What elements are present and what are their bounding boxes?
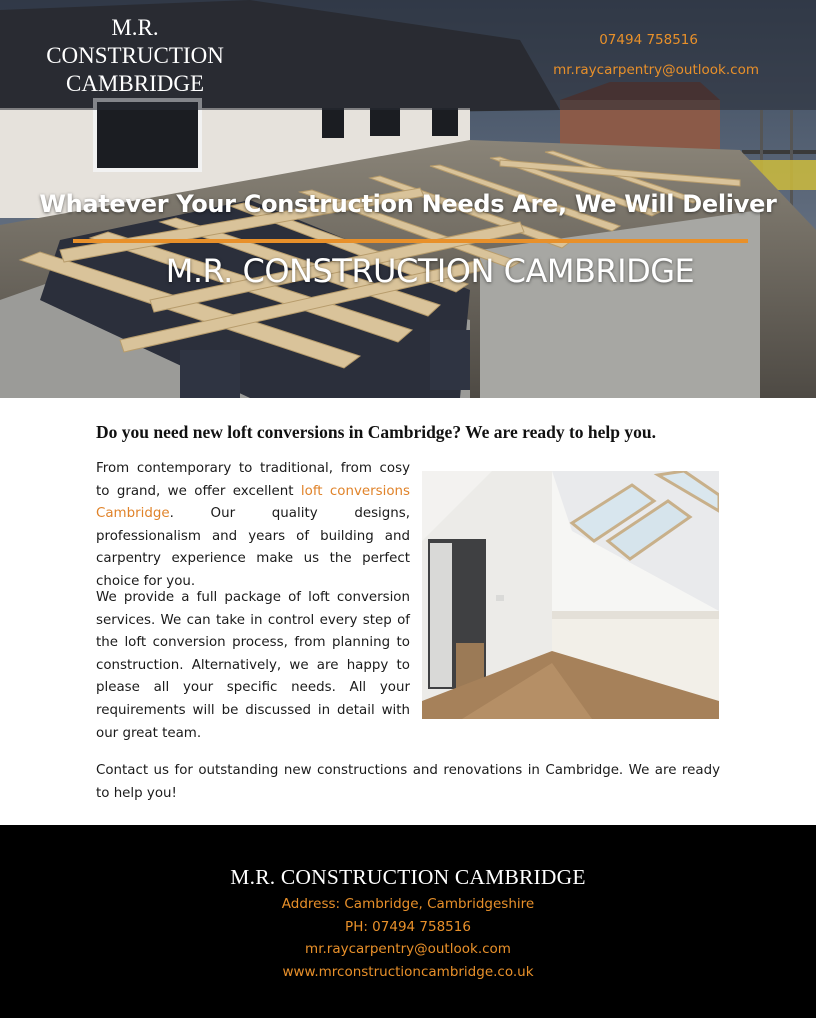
loft-interior-photo [422,471,719,719]
intro-text-end: . Our quality designs, professionalism and years of building and carpentry experience make us the perfect choice for you. [96,506,410,589]
loft-conversions-link[interactable]: loft conversions Cambridge [96,483,410,522]
intro-paragraph [96,458,410,594]
logo-line: CAMBRIDGE [65,71,204,96]
footer-email-link[interactable]: mr.raycarpentry@outlook.com [305,941,511,958]
page-heading: Do you need new loft conversions in Cambridge? We are ready to help you. [96,422,657,442]
hero-banner [0,0,816,398]
intro-text-start: From contemporary to traditional, from cosy to grand, we offer excellent [96,461,410,499]
header-email-link[interactable]: mr.raycarpentry@outlook.com [553,62,759,78]
header-contact [499,30,759,90]
logo-line: M.R. [111,15,159,40]
footer-phone-link[interactable]: PH: 07494 758516 [345,918,471,935]
hero-title: M.R. CONSTRUCTION CAMBRIDGE [165,252,695,290]
footer-title: M.R. CONSTRUCTION CAMBRIDGE [230,865,586,889]
footer-address: Address: Cambridge, Cambridgeshire [281,896,535,912]
footer [0,825,816,1018]
hero-tagline: Whatever Your Construction Needs Are, We Will Deliver [39,190,777,218]
contact-paragraph: Contact us for outstanding new constructions and renovations in Cambridge. We are ready to help you! [96,763,720,801]
site-logo[interactable] [30,14,240,98]
hero-divider [73,239,748,243]
services-paragraph: We provide a full package of loft conversion services. We can take in control every step of the loft conversion process, from planning to construction. Alternatively, we are happy to please all your specific needs. All your requirements will be discussed in detail with our great team. [96,590,410,741]
logo-line: CONSTRUCTION [46,43,224,68]
header-phone-link[interactable]: 07494 758516 [599,32,698,48]
footer-contact-info [0,893,816,983]
footer-website-link[interactable]: www.mrconstructioncambridge.co.uk [282,963,534,980]
